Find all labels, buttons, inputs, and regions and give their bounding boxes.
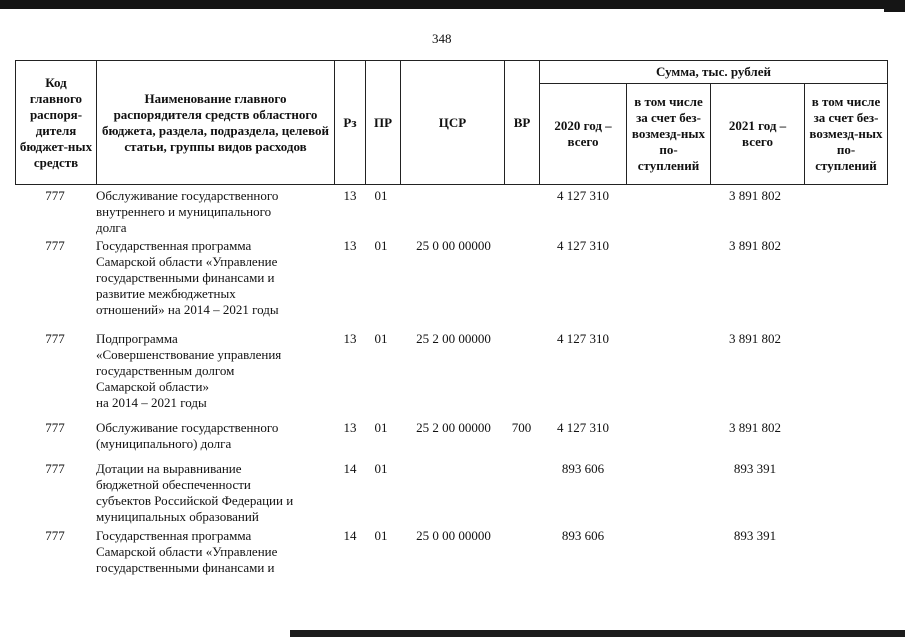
cell-sum-2021: 3 891 802	[729, 238, 781, 253]
cell-name: Обслуживание государственного (муниципального) долга	[96, 420, 279, 451]
cell-csr: 25 0 00 00000	[416, 528, 491, 543]
cell-rz: 13	[343, 420, 357, 435]
cell-rz: 13	[343, 238, 357, 253]
header-2021-free: в том числе за счет без-возмезд-ных по-ступлений	[805, 84, 888, 185]
scan-border-top	[0, 0, 905, 9]
cell-name: Дотации на выравнивание бюджетной обеспеченности субъектов Российской Федерации и муниципальных образований	[96, 461, 294, 524]
cell-code: 777	[45, 331, 65, 346]
header-name: Наименование главного распорядителя средств областного бюджета, раздела, подраздела, целевой статьи, группы видов расходов	[97, 61, 335, 185]
header-2020-total: 2020 год – всего	[540, 84, 627, 185]
header-2020-free: в том числе за счет без-возмезд-ных по-ступлений	[627, 84, 711, 185]
cell-sum-2021: 3 891 802	[729, 188, 781, 203]
scan-border-corner	[884, 0, 905, 12]
cell-pr: 01	[374, 331, 388, 346]
header-2021-total: 2021 год – всего	[711, 84, 805, 185]
cell-pr: 01	[374, 528, 388, 543]
cell-vr: 700	[511, 420, 532, 435]
cell-rz: 13	[343, 331, 357, 346]
cell-code: 777	[45, 238, 65, 253]
cell-sum-2021: 3 891 802	[729, 420, 781, 435]
cell-sum-2020: 4 127 310	[557, 188, 609, 203]
cell-rz: 14	[343, 528, 357, 543]
cell-name: Подпрограмма «Совершенствование управления государственным долгом Самарской области» на 2014 – 2021 годы	[96, 331, 282, 410]
cell-rz: 14	[343, 461, 357, 476]
table-header	[15, 60, 888, 185]
cell-sum-2020: 4 127 310	[557, 331, 609, 346]
cell-pr: 01	[374, 188, 388, 203]
scan-border-bottom	[290, 630, 905, 637]
cell-sum-2020: 4 127 310	[557, 238, 609, 253]
cell-rz: 13	[343, 188, 357, 203]
cell-sum-2021: 3 891 802	[729, 331, 781, 346]
cell-sum-2020: 893 606	[561, 528, 605, 543]
cell-code: 777	[45, 188, 65, 203]
cell-csr: 25 2 00 00000	[416, 420, 491, 435]
cell-name: Обслуживание государственного внутреннего и муниципального долга	[96, 188, 279, 235]
header-code: Код главного распоря-дителя бюджет-ных средств	[16, 61, 97, 185]
cell-name: Государственная программа Самарской области «Управление государственными финансами и	[96, 528, 278, 575]
cell-csr: 25 0 00 00000	[416, 238, 491, 253]
cell-pr: 01	[374, 461, 388, 476]
header-csr: ЦСР	[401, 61, 505, 185]
page-number: 348	[432, 31, 452, 46]
cell-sum-2020: 893 606	[561, 461, 605, 476]
cell-sum-2021: 893 391	[733, 528, 777, 543]
header-sum: Сумма, тыс. рублей	[540, 61, 888, 84]
cell-pr: 01	[374, 238, 388, 253]
cell-sum-2020: 4 127 310	[557, 420, 609, 435]
cell-code: 777	[45, 420, 65, 435]
header-vr: ВР	[505, 61, 540, 185]
cell-sum-2021: 893 391	[733, 461, 777, 476]
header-pr: ПР	[366, 61, 401, 185]
cell-csr: 25 2 00 00000	[416, 331, 491, 346]
cell-code: 777	[45, 461, 65, 476]
cell-code: 777	[45, 528, 65, 543]
header-rz: Рз	[335, 61, 366, 185]
cell-pr: 01	[374, 420, 388, 435]
cell-name: Государственная программа Самарской области «Управление государственными финансами и развитие межбюджетных отношений» на 2014 – 2021 годы	[96, 238, 279, 317]
